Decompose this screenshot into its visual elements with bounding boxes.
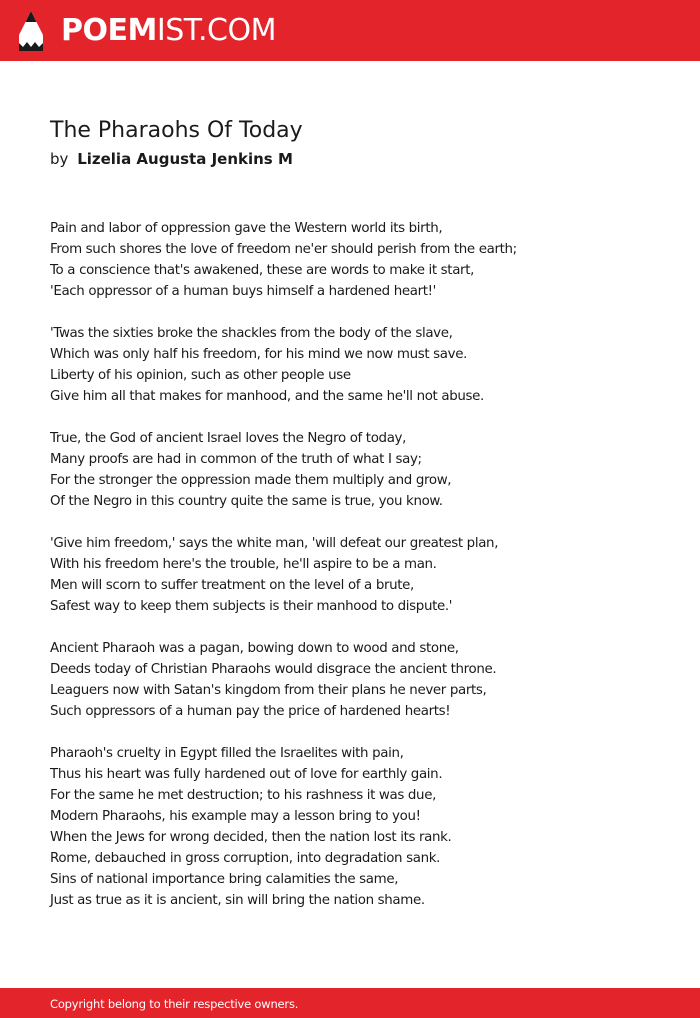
poem-line: Liberty of his opinion, such as other people use [50,368,351,383]
poem-line: Modern Pharaohs, his example may a lesson bring to you! [50,809,421,824]
poem-line: From such shores the love of freedom ne'er should perish from the earth; [50,242,517,257]
poem-stanza [50,218,670,302]
poem-stanza [50,533,670,617]
poem-line: 'Twas the sixties broke the shackles from the body of the slave, [50,326,453,341]
poem-line: Ancient Pharaoh was a pagan, bowing down to wood and stone, [50,641,459,656]
poem-line: Pharaoh's cruelty in Egypt filled the Israelites with pain, [50,746,404,761]
poem-line: Men will scorn to suffer treatment on the level of a brute, [50,578,414,593]
poem-line: 'Each oppressor of a human buys himself a hardened heart!' [50,284,436,299]
poem-line: Deeds today of Christian Pharaohs would disgrace the ancient throne. [50,662,497,677]
poem-line: To a conscience that's awakened, these are words to make it start, [50,263,475,278]
byline [50,148,293,170]
author-name: Lizelia Augusta Jenkins M [77,150,293,168]
poem-line: 'Give him freedom,' says the white man, 'will defeat our greatest plan, [50,536,499,551]
poem-line: Just as true as it is ancient, sin will bring the nation shame. [50,893,425,908]
poem-stanza [50,428,670,512]
site-logo[interactable] [18,10,276,52]
poem-line: With his freedom here's the trouble, he'll aspire to be a man. [50,557,437,572]
site-header [0,0,700,61]
poem-line: Pain and labor of oppression gave the Western world its birth, [50,221,443,236]
poem-line: Give him all that makes for manhood, and the same he'll not abuse. [50,389,484,404]
poem-stanza [50,743,670,911]
poem-line: Of the Negro in this country quite the same is true, you know. [50,494,443,509]
poem-line: For the stronger the oppression made them multiply and grow, [50,473,452,488]
poem-line: Leaguers now with Satan's kingdom from their plans he never parts, [50,683,487,698]
poem-line: Many proofs are had in common of the truth of what I say; [50,452,422,467]
poem-line: Thus his heart was fully hardened out of love for earthly gain. [50,767,443,782]
poem-line: When the Jews for wrong decided, then the nation lost its rank. [50,830,452,845]
site-footer [0,988,700,1018]
poem-line: Safest way to keep them subjects is their manhood to dispute.' [50,599,453,614]
pencil-tip-icon [18,10,44,52]
by-label: by [50,150,69,168]
poem-line: For the same he met destruction; to his rashness it was due, [50,788,436,803]
logo-wordmark [61,10,276,52]
logo-wordmark-bold: POEM [61,13,157,48]
poem-body [50,218,670,932]
poem-stanza [50,323,670,407]
poem-line: True, the God of ancient Israel loves the Negro of today, [50,431,407,446]
poem-line: Which was only half his freedom, for his mind we now must save. [50,347,468,362]
poem-line: Rome, debauched in gross corruption, into degradation sank. [50,851,441,866]
poem-line: Such oppressors of a human pay the price of hardened hearts! [50,704,451,719]
poem-stanza [50,638,670,722]
poem-title: The Pharaohs Of Today [50,118,303,143]
logo-wordmark-light: IST.COM [156,13,276,48]
copyright-notice: Copyright belong to their respective owners. [50,997,299,1011]
poem-line: Sins of national importance bring calamities the same, [50,872,399,887]
